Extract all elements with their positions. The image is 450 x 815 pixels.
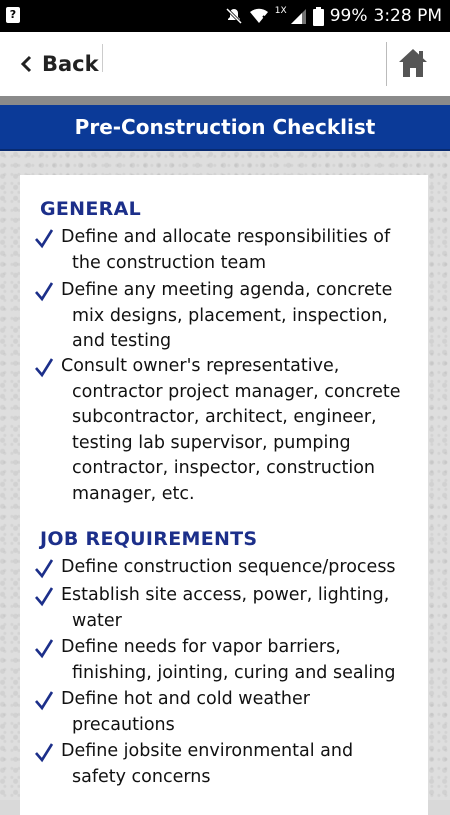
page-title: Pre-Construction Checklist — [0, 105, 450, 151]
item-text: finishing, jointing, curing and sealing — [72, 663, 396, 683]
chevron-left-icon — [20, 55, 32, 73]
item-text: manager, etc. — [72, 484, 195, 504]
battery-icon — [313, 7, 324, 26]
item-text: contractor project manager, concrete — [72, 382, 401, 402]
item-text: Define and allocate responsibilities of — [61, 227, 391, 247]
divider — [386, 42, 387, 86]
checkmark-icon — [34, 689, 54, 711]
item-text: Define needs for vapor barriers, — [61, 637, 341, 657]
item-text: Define hot and cold weather — [61, 689, 310, 709]
battery-percent: 99% — [329, 6, 368, 26]
network-type-label: 1X — [274, 6, 287, 16]
status-icons — [225, 0, 442, 32]
section-heading-job-requirements: JOB REQUIREMENTS — [40, 528, 258, 550]
navigation-bar — [0, 32, 450, 96]
checkmark-icon — [34, 557, 54, 579]
home-button[interactable] — [396, 46, 430, 80]
item-text: and testing — [72, 331, 172, 351]
signal-icon — [289, 7, 307, 25]
notification-icon: ? — [6, 7, 20, 23]
clock: 3:28 PM — [373, 6, 442, 26]
checkmark-icon — [34, 356, 54, 378]
home-icon — [396, 46, 430, 80]
item-text: Define any meeting agenda, concrete — [61, 280, 393, 300]
item-text: testing lab supervisor, pumping — [72, 433, 351, 453]
header-separator — [0, 96, 450, 105]
section-heading-general: GENERAL — [40, 198, 141, 220]
item-text: water — [72, 611, 122, 631]
item-text: safety concerns — [72, 767, 211, 787]
item-text: subcontractor, architect, engineer, — [72, 407, 377, 427]
back-button[interactable] — [20, 46, 99, 82]
item-text: Define jobsite environmental and — [61, 741, 354, 761]
item-text: precautions — [72, 715, 175, 735]
item-text: Consult owner's representative, — [61, 356, 340, 376]
checkmark-icon — [34, 280, 54, 302]
checkmark-icon — [34, 227, 54, 249]
checkmark-icon — [34, 637, 54, 659]
checkmark-icon — [34, 741, 54, 763]
item-text: contractor, inspector, construction — [72, 458, 375, 478]
item-text: Define construction sequence/process — [61, 557, 396, 577]
back-label: Back — [42, 52, 99, 76]
item-text: Establish site access, power, lighting, — [61, 585, 390, 605]
divider — [102, 44, 103, 72]
status-bar — [0, 0, 450, 32]
mute-icon — [225, 7, 243, 25]
wifi-icon — [249, 7, 269, 25]
item-text: mix designs, placement, inspection, — [72, 306, 388, 326]
item-text: the construction team — [72, 253, 267, 273]
checkmark-icon — [34, 585, 54, 607]
